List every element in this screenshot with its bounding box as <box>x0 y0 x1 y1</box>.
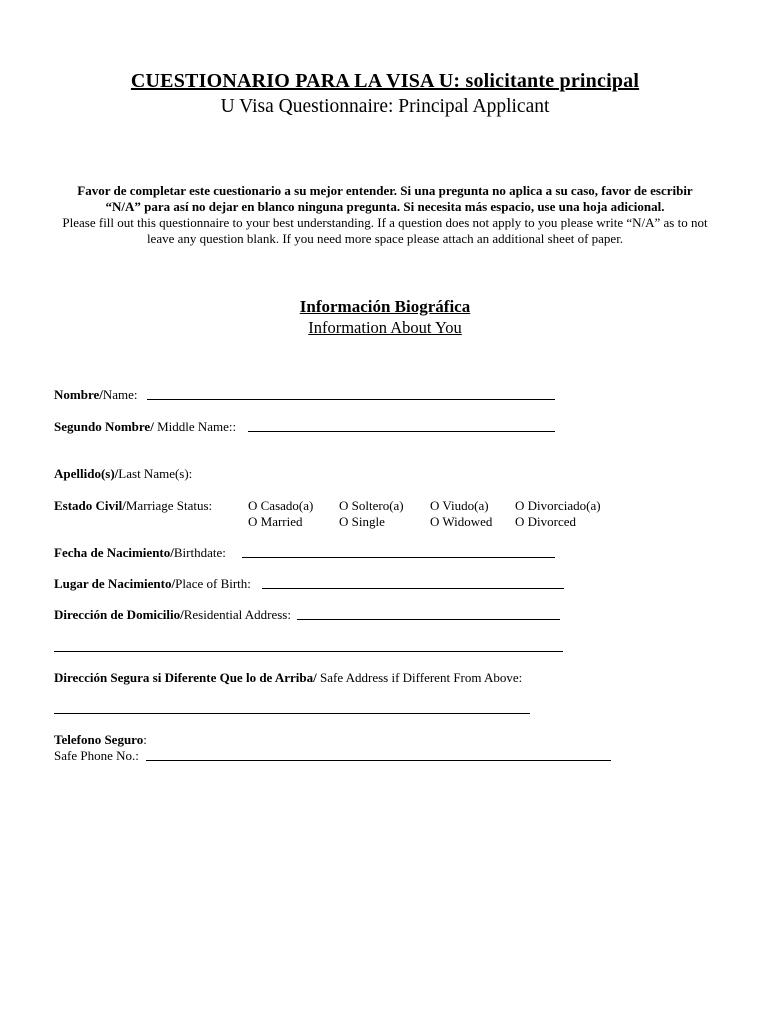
option-married[interactable]: O Married <box>248 514 303 529</box>
safe-phone-label-colon: : <box>143 732 147 747</box>
option-soltero[interactable]: O Soltero(a) <box>339 498 404 513</box>
name-label-en: Name: <box>102 387 138 402</box>
address-label-es: Dirección de Domicilio/ <box>54 607 184 622</box>
title-english: U Visa Questionnaire: Principal Applicant <box>220 96 550 117</box>
instructions-es-line2: “N/A” para así no dejar en blanco ninguna pregunta. Si necesita más espacio, use una hoja adicional. <box>105 199 665 214</box>
instructions-en-line1: Please fill out this questionnaire to your best understanding. If a question does not apply to you please write “N/A” as to not <box>62 215 708 230</box>
option-casado[interactable]: O Casado(a) <box>248 498 314 513</box>
safe-address-field <box>54 670 522 686</box>
birthdate-label-en: Birthdate: <box>173 545 226 560</box>
instructions-es-line1: Favor de completar este cuestionario a su mejor entender. Si una pregunta no aplica a su caso, favor de escribir <box>77 183 693 198</box>
address-field <box>54 607 291 623</box>
birthdate-label-es: Fecha de Nacimiento/ <box>54 545 174 560</box>
middle-name-label-en: Middle Name:: <box>153 419 237 434</box>
marital-status-field <box>54 498 212 514</box>
safe-phone-label-en: Safe Phone No.: <box>54 748 139 763</box>
last-name-label-es: Apellido(s)/ <box>54 466 119 481</box>
option-widowed[interactable]: O Widowed <box>430 514 493 529</box>
name-input-line[interactable] <box>147 399 555 400</box>
instructions-en-line2: leave any question blank. If you need more space please attach an additional sheet of paper. <box>146 231 624 246</box>
safe-address-label-es: Dirección Segura si Diferente Que lo de Arriba/ <box>54 670 317 685</box>
name-label-es: Nombre/ <box>54 387 103 402</box>
birthplace-field <box>54 576 251 592</box>
safe-phone-label-es: Telefono Seguro <box>54 732 144 747</box>
title-spanish: CUESTIONARIO PARA LA VISA U: solicitante principal <box>130 70 640 92</box>
option-divorciado[interactable]: O Divorciado(a) <box>515 498 601 513</box>
birthplace-label-en: Place of Birth: <box>175 576 251 591</box>
birthplace-input-line[interactable] <box>262 588 564 589</box>
middle-name-input-line[interactable] <box>248 431 555 432</box>
middle-name-label-es: Segundo Nombre/ <box>54 419 154 434</box>
birthdate-input-line[interactable] <box>242 557 555 558</box>
marital-status-label-es: Estado Civil/ <box>54 498 126 513</box>
safe-address-label-en: Safe Address if Different From Above: <box>316 670 523 685</box>
section-title-english: Information About You <box>308 318 462 337</box>
safe-phone-field-label-en <box>54 748 139 764</box>
safe-phone-field-label-es <box>54 732 147 748</box>
last-name-label-en: Last Name(s): <box>118 466 193 481</box>
last-name-field <box>54 466 192 482</box>
safe-phone-input-line[interactable] <box>146 760 611 761</box>
option-viudo[interactable]: O Viudo(a) <box>430 498 489 513</box>
birthplace-label-es: Lugar de Nacimiento/ <box>54 576 176 591</box>
marital-status-label-en: Marriage Status: <box>125 498 213 513</box>
section-title-spanish: Información Biográfica <box>299 297 471 316</box>
birthdate-field <box>54 545 226 561</box>
address-input-line[interactable] <box>297 619 560 620</box>
name-field <box>54 387 138 403</box>
option-divorced[interactable]: O Divorced <box>515 514 577 529</box>
address-label-en: Residential Address: <box>183 607 291 622</box>
safe-address-input-line[interactable] <box>54 713 530 714</box>
middle-name-field <box>54 419 236 435</box>
address-input-line-2[interactable] <box>54 651 563 652</box>
option-single[interactable]: O Single <box>339 514 385 529</box>
